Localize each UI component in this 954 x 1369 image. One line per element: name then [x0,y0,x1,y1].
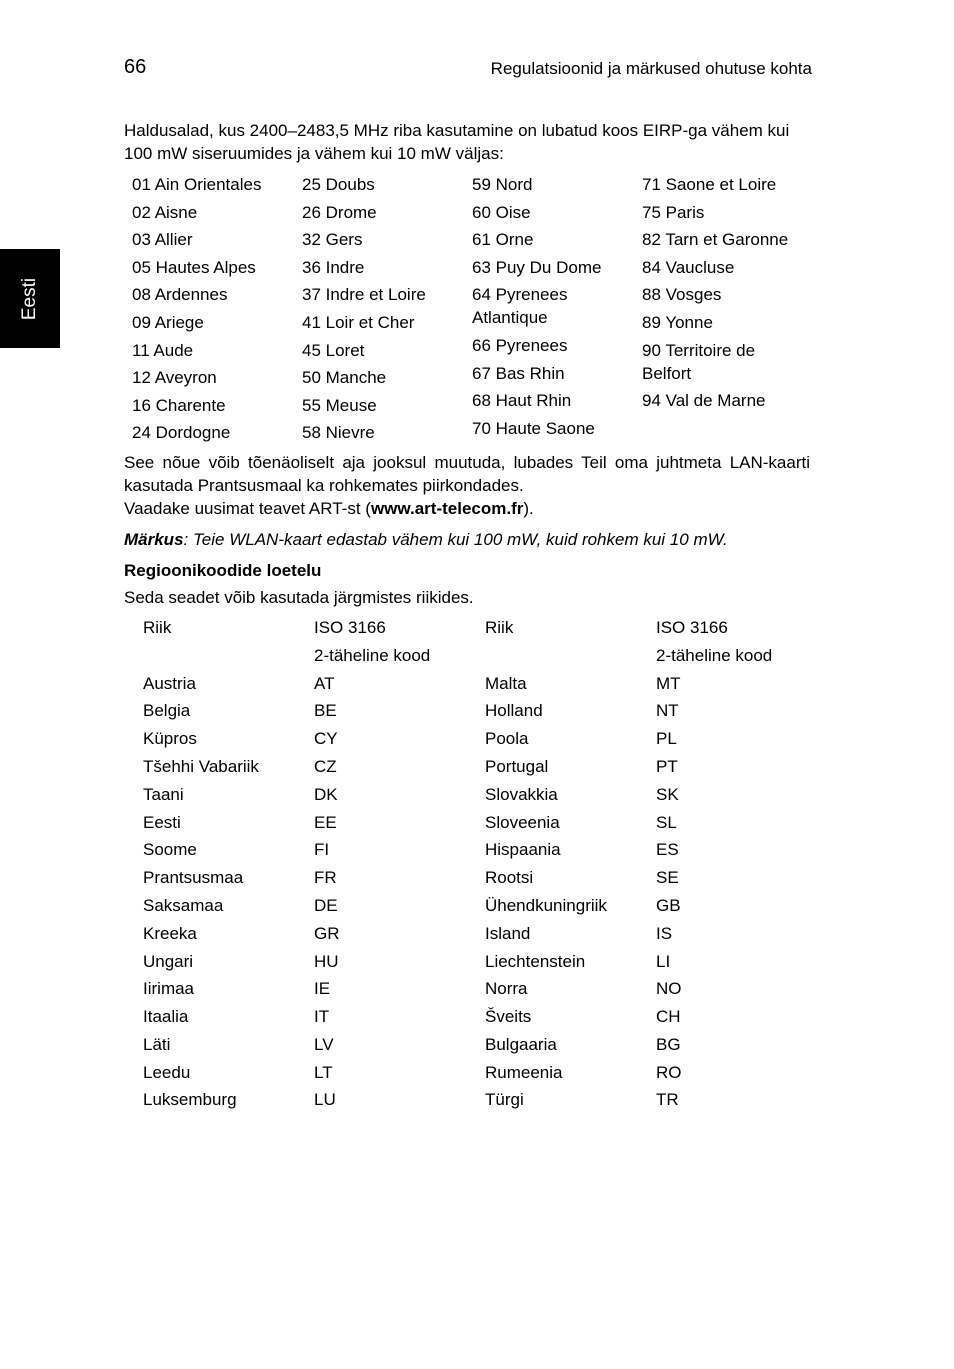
department-item: 61 Orne [472,230,534,250]
header-country-left: Riik [143,617,172,637]
code-cell: MT [656,673,681,693]
code-cell: CZ [314,756,337,776]
country-cell: Kreeka [143,923,197,943]
country-cell: Liechtenstein [485,951,586,971]
side-tab-label: Eesti [19,277,40,320]
country-cell: Sloveenia [485,812,560,832]
country-cell: Belgia [143,701,191,721]
country-code-table [124,614,810,1114]
department-column-4 [642,173,802,449]
department-column-3 [472,173,642,449]
change-paragraph: See nõue võib tõenäoliselt aja jooksul muutuda, lubades Teil oma juhtmeta LAN-kaarti kasutada Prantsusmaal ka rohkemates piirkondades. [124,452,810,495]
country-cell: Šveits [485,1007,532,1027]
country-cell: Austria [143,673,196,693]
page-number: 66 [124,56,147,78]
country-cell: Läti [143,1034,171,1054]
department-item: 71 Saone et Loire [642,175,777,194]
code-cell: PL [656,729,677,749]
department-item: 32 Gers [302,230,363,250]
department-item: 63 Puy Du Dome [472,257,602,277]
department-item: 02 Aisne [132,202,198,222]
note-paragraph [124,528,810,551]
department-item: 67 Bas Rhin [472,363,565,383]
department-item: 45 Loret [302,340,365,360]
country-cell: Soome [143,840,197,860]
code-cell: RO [656,1062,682,1082]
code-cell: HU [314,951,339,971]
code-cell: FI [314,840,330,860]
country-cell: Norra [485,979,528,999]
department-item: 94 Val de Marne [642,391,766,411]
note-label: Märkus [124,529,184,549]
department-item: 59 Nord [472,175,533,194]
department-item: 88 Vosges [642,285,722,305]
code-cell: SK [656,784,679,804]
department-item: 24 Dordogne [132,423,231,443]
country-cell: Malta [485,673,527,693]
art-website-link[interactable]: www.art-telecom.fr [370,498,524,518]
region-heading: Regioonikoodide loetelu [124,560,322,580]
department-item: 60 Oise [472,202,531,222]
code-cell: BG [656,1034,681,1054]
country-cell: Bulgaaria [485,1034,557,1054]
code-cell: DE [314,895,338,915]
code-cell: SE [656,868,679,888]
header-country-right: Riik [485,617,514,637]
department-item: 66 Pyrenees [472,335,568,355]
page-content [124,119,810,1114]
department-item: 05 Hautes Alpes [132,257,256,277]
code-cell: NO [656,979,682,999]
country-cell: Portugal [485,756,549,776]
department-item: 12 Aveyron [132,368,217,388]
department-item: 08 Ardennes [132,285,228,305]
header-code-left: ISO 3166 [314,617,386,637]
see-more-suffix: ). [523,498,534,518]
code-cell: LT [314,1062,333,1082]
department-item: 01 Ain Orientales [132,175,262,194]
header-code-right: ISO 3166 [656,617,728,637]
department-item: 50 Manche [302,368,387,388]
department-item: 26 Drome [302,202,377,222]
country-cell: Eesti [143,812,181,832]
code-cell: SL [656,812,677,832]
country-cell: Slovakkia [485,784,558,804]
country-cell: Hispaania [485,840,561,860]
department-column-1 [132,173,302,449]
department-item: 37 Indre et Loire [302,285,426,305]
code-cell: CY [314,729,338,749]
header-blank [485,642,656,670]
country-cell: Taani [143,784,184,804]
country-cell: Island [485,923,531,943]
code-cell: LV [314,1034,334,1054]
code-cell: NT [656,701,679,721]
department-item: 09 Ariege [132,312,204,332]
department-item: 11 Aude [132,340,194,360]
running-head: Regulatsioonid ja märkused ohutuse kohta [490,59,812,78]
department-item: 84 Vaucluse [642,257,735,277]
intro-paragraph: Haldusalad, kus 2400–2483,5 MHz riba kasutamine on lubatud koos EIRP-ga vähem kui 100 mW siseruumides ja vähem kui 10 mW väljas: [124,121,790,163]
see-more-paragraph [124,497,810,520]
country-cell: Ungari [143,951,194,971]
department-item: 89 Yonne [642,312,713,332]
code-cell: GR [314,923,340,943]
country-cell: Saksamaa [143,895,224,915]
department-item: 16 Charente [132,395,226,415]
department-item: 41 Loir et Cher [302,312,415,332]
country-cell: Leedu [143,1062,191,1082]
country-cell: Prantsusmaa [143,868,244,888]
code-cell: DK [314,784,338,804]
country-cell: Küpros [143,729,197,749]
header-blank [143,642,314,670]
department-item: 90 Territoire de Belfort [642,340,756,383]
department-item: 36 Indre [302,257,365,277]
department-item: 70 Haute Saone [472,418,595,438]
code-cell: CH [656,1007,681,1027]
code-cell: IT [314,1007,330,1027]
department-column-2 [302,173,472,449]
country-cell: Türgi [485,1090,524,1110]
header-code-left-2: 2-täheline kood [314,645,431,665]
country-cell: Rumeenia [485,1062,563,1082]
code-cell: LU [314,1090,336,1110]
department-item: 68 Haut Rhin [472,391,572,411]
code-cell: ES [656,840,679,860]
code-cell: BE [314,701,337,721]
department-item: 58 Nievre [302,423,375,443]
code-cell: AT [314,673,335,693]
code-cell: PT [656,756,678,776]
header-code-right-2: 2-täheline kood [656,645,773,665]
country-cell: Ühendkuningriik [485,895,607,915]
country-cell: Itaalia [143,1007,189,1027]
code-cell: IE [314,979,331,999]
code-cell: TR [656,1090,679,1110]
department-item: 75 Paris [642,202,705,222]
department-item: 55 Meuse [302,395,377,415]
department-item: 64 Pyrenees Atlantique [472,285,568,328]
code-cell: GB [656,895,681,915]
region-intro: Seda seadet võib kasutada järgmistes riikides. [124,587,474,607]
country-cell: Luksemburg [143,1090,237,1110]
code-cell: EE [314,812,337,832]
country-cell: Rootsi [485,868,534,888]
see-more-prefix: Vaadake uusimat teavet ART-st ( [124,498,371,518]
language-side-tab [0,249,60,348]
country-cell: Iirimaa [143,979,195,999]
code-cell: FR [314,868,337,888]
department-item: 25 Doubs [302,175,375,194]
note-text: : Teie WLAN-kaart edastab vähem kui 100 mW, kuid rohkem kui 10 mW. [183,529,728,549]
country-cell: Poola [485,729,529,749]
code-cell: LI [656,951,671,971]
department-item: 03 Allier [132,230,193,250]
department-list [124,173,810,449]
country-cell: Tšehhi Vabariik [143,756,259,776]
code-cell: IS [656,923,673,943]
country-cell: Holland [485,701,543,721]
department-item: 82 Tarn et Garonne [642,230,789,250]
